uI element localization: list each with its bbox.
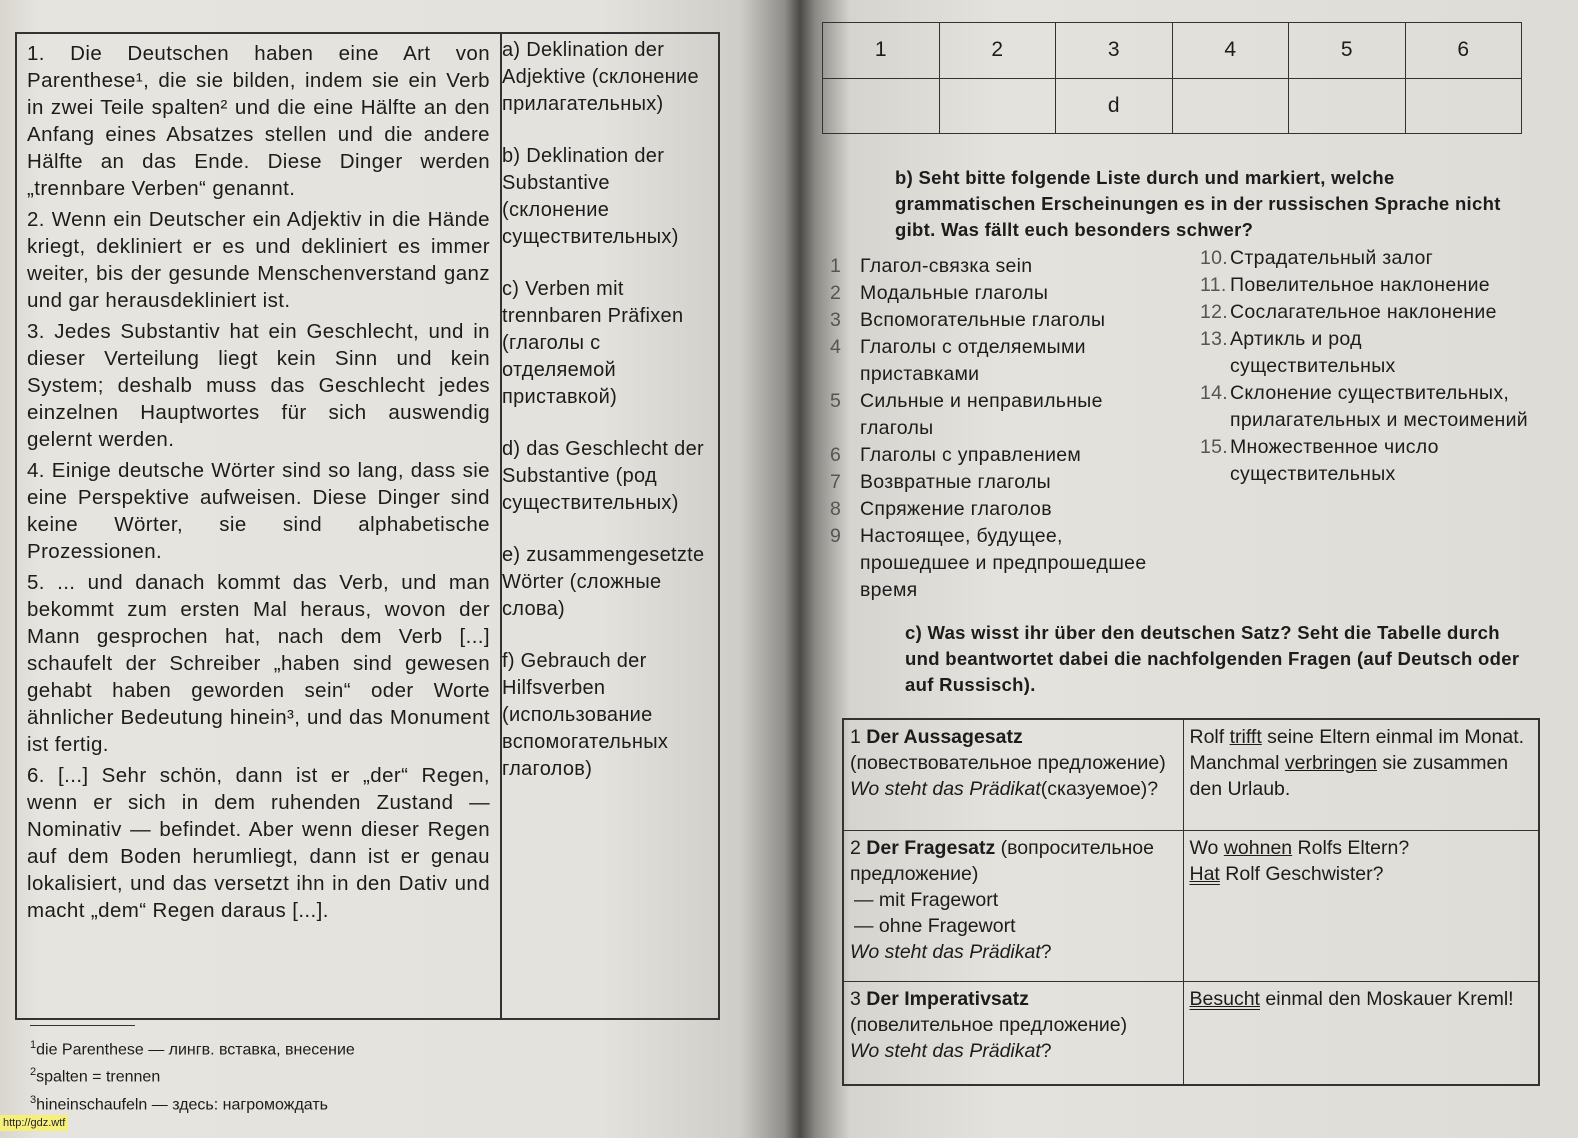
- subtype: — ohne Fragewort: [854, 914, 1016, 937]
- item-text: Вспомогательные глаголы: [860, 309, 1106, 331]
- passage: 6. [...] Sehr schön, dann ist er „der“ Regen, wenn er sich in dem ruhenden Zustand — Nominativ — befindet. Aber wenn dieser Regen auf dem Boden herumliegt, dann ist er genau lokalisiert, und das versetzt ihn in den Dativ und macht „dem“ Regen daraus [...].: [27, 764, 490, 922]
- item-number: 12.: [1200, 301, 1229, 323]
- item-number: 11.: [1200, 274, 1227, 296]
- topics-column: [502, 34, 718, 1018]
- answer-cell: [1405, 78, 1522, 134]
- list-item: [830, 388, 1170, 442]
- list-item: [830, 307, 1170, 334]
- sentence-type-cell: [843, 830, 1183, 982]
- passage: 1. Die Deutschen haben eine Art von Parenthese¹, die sie bilden, indem sie ein Verb in zwei Teile spalten² und die eine Hälfte an den Anfang eines Absatzes stellen und die andere Hälfte an das Ende. Diese Dinger werden „trennbare Verben“ genannt.: [27, 42, 490, 200]
- item-number: 9: [830, 525, 842, 547]
- item-number: 6: [830, 444, 842, 466]
- topic: f) Gebrauch der Hilfsverben (использование вспомогательных глаголов): [502, 650, 669, 780]
- column-number: 6: [1405, 23, 1522, 79]
- topic: a) Deklination der Adjektive (склонение прилагательных): [502, 39, 699, 115]
- item-number: 13.: [1200, 328, 1229, 350]
- list-item: [830, 280, 1170, 307]
- sentence-type-cell: [843, 719, 1183, 830]
- example-cell: [1183, 982, 1539, 1085]
- question-end: ?: [1040, 1040, 1052, 1063]
- item-text: Глаголы с отделяемыми приставками: [860, 336, 1086, 385]
- list-item: [1200, 272, 1530, 299]
- example-cell: [1183, 830, 1539, 982]
- footnote-divider: [30, 1025, 135, 1026]
- question-text: Wo steht das Prädikat: [850, 778, 1041, 800]
- column-number: 4: [1172, 23, 1289, 79]
- task-b-heading: b) Seht bitte folgende Liste durch und markiert, welche grammatischen Erscheinungen es in der russischen Sprache nicht gibt. Was fällt euch besonders schwer?: [895, 167, 1501, 240]
- question-end: ?: [1040, 940, 1052, 963]
- footnote: $^1$die Parenthese — лингв. вставка, внесение: [30, 1039, 355, 1059]
- answer-cell: [1172, 78, 1289, 134]
- example-segment: Manchmal: [1189, 752, 1285, 774]
- item-text: Возвратные глаголы: [860, 471, 1051, 493]
- item-text: Артикль и род существительных: [1230, 328, 1396, 377]
- passage: 5. ... und danach kommt das Verb, und man bekommt zum ersten Mal heraus, wovon der Mann gesprochen hat, nach dem Verb [...] schaufelt der Schreiber „haben sind gewesen gehabt haben geworden sein“ oder Worte ähnlicher Bedeutung hinein³, und das Monument ist fertig.: [27, 571, 490, 756]
- list-item: [830, 469, 1170, 496]
- list-item: [1200, 245, 1530, 272]
- column-number: 5: [1289, 23, 1406, 79]
- topic: b) Deklination der Substantive (склонение существительных): [502, 145, 679, 248]
- type-number: 3: [850, 988, 861, 1011]
- item-text: Повелительное наклонение: [1230, 274, 1490, 296]
- item-number: 4: [830, 336, 842, 358]
- answer-cell: [1289, 78, 1406, 134]
- list-item: [830, 523, 1170, 604]
- item-text: Склонение существительных, прилагательных и местоимений: [1230, 382, 1528, 431]
- grammar-list-left: [830, 253, 1170, 604]
- example-cell: [1183, 719, 1539, 830]
- item-number: 3: [830, 309, 842, 331]
- example-segment: verbringen: [1284, 752, 1378, 774]
- column-number: 1: [823, 23, 940, 79]
- table-row: [843, 830, 1539, 982]
- example-segment: sie zusammen den Urlaub.: [1189, 752, 1509, 800]
- example-sentence: [1190, 986, 1533, 1012]
- item-number: 7: [830, 471, 842, 493]
- item-number: 15.: [1200, 436, 1229, 458]
- topic: c) Verben mit trennbaren Präfixen (глаголы с отделяемой приставкой): [502, 278, 684, 408]
- item-number: 2: [830, 282, 842, 304]
- item-text: Глаголы с управлением: [860, 444, 1082, 466]
- answer-cell: [823, 78, 940, 134]
- example-sentence: [1190, 835, 1533, 861]
- example-segment: wohnen: [1223, 836, 1293, 859]
- item-text: Глагол-связка sein: [860, 255, 1033, 277]
- type-number: 2: [850, 836, 861, 859]
- item-number: 5: [830, 390, 842, 412]
- example-segment: trifft: [1229, 726, 1262, 748]
- footnote: $^2$spalten = trennen: [30, 1066, 161, 1086]
- footnote: $^3$hineinschaufeln — здесь: нагромождать: [30, 1093, 328, 1113]
- type-russian: (повелительное предложение): [850, 1014, 1128, 1037]
- item-text: Настоящее, будущее, прошедшее и предпрошедшее время: [860, 525, 1147, 601]
- answer-cell: d: [1056, 78, 1173, 134]
- list-item: [830, 253, 1170, 280]
- table-row: [823, 23, 1522, 79]
- footnotes: [30, 1025, 355, 1116]
- sentence-type-cell: [843, 982, 1183, 1085]
- list-item: [830, 496, 1170, 523]
- example-sentence: [1190, 750, 1533, 802]
- item-text: Сослагательное наклонение: [1230, 301, 1497, 323]
- list-item: [1200, 326, 1530, 380]
- table-row: [823, 78, 1522, 134]
- type-russian: (вопросительное предложение): [850, 836, 1154, 885]
- example-sentence: [1190, 861, 1533, 887]
- example-segment: Rolf Geschwister?: [1219, 862, 1384, 885]
- example-segment: Wo: [1189, 836, 1224, 859]
- item-text: Страдательный залог: [1230, 247, 1434, 269]
- table-row: [843, 982, 1539, 1085]
- example-segment: Besucht: [1189, 988, 1260, 1011]
- passages-column: [17, 34, 502, 1018]
- type-name: Der Fragesatz: [866, 836, 996, 859]
- item-text: Множественное число существительных: [1230, 436, 1439, 485]
- answer-table: [822, 22, 1522, 134]
- type-name: Der Imperativsatz: [866, 988, 1029, 1011]
- table-row: [843, 719, 1539, 830]
- question: [850, 939, 1177, 965]
- passage: 3. Jedes Substantiv hat ein Geschlecht, und in dieser Verteilung liegt kein Sinn und kein System; deshalb muss das Geschlecht jedes einzelnen Hauptwortes für sich auswendig gelernt werden.: [27, 320, 490, 451]
- item-text: Модальные глаголы: [860, 282, 1049, 304]
- list-item: [1200, 299, 1530, 326]
- list-item: [1200, 434, 1530, 488]
- sentence-types-table: [842, 718, 1540, 1086]
- topic: e) zusammengesetzte Wörter (сложные слова): [502, 544, 705, 620]
- example-segment: Rolf: [1189, 726, 1230, 748]
- passage: 4. Einige deutsche Wörter sind so lang, dass sie eine Perspektive aufweisen. Diese Dinger sind keine Wörter, sie sind alphabetische Prozessionen.: [27, 459, 490, 563]
- answer-cell: [939, 78, 1056, 134]
- type-name: Der Aussagesatz: [866, 726, 1023, 748]
- watermark-link[interactable]: http://gdz.wtf: [0, 1115, 68, 1131]
- example-sentence: [1190, 724, 1533, 750]
- type-title: [850, 724, 1177, 776]
- question-end: (сказуемое)?: [1040, 778, 1159, 800]
- item-number: 14.: [1200, 382, 1229, 404]
- item-text: Спряжение глаголов: [860, 498, 1052, 520]
- example-segment: seine Eltern einmal im Monat.: [1261, 726, 1525, 748]
- question: [850, 1038, 1177, 1064]
- grammar-list-right: [1200, 245, 1530, 488]
- example-segment: Rolfs Eltern?: [1292, 836, 1410, 859]
- example-segment: Hat: [1189, 862, 1220, 885]
- example-segment: einmal den Moskauer Kreml!: [1259, 988, 1514, 1011]
- item-text: Сильные и неправильные глаголы: [860, 390, 1103, 439]
- list-item: [830, 334, 1170, 388]
- type-number: 1: [850, 726, 861, 748]
- subtype: — mit Fragewort: [854, 888, 999, 911]
- topic: d) das Geschlecht der Substantive (род существительных): [502, 438, 704, 514]
- type-russian: (повествовательное предложение): [850, 752, 1166, 774]
- column-number: 3: [1056, 23, 1173, 79]
- question: [850, 776, 1177, 802]
- type-title: [850, 986, 1177, 1038]
- list-item: [830, 442, 1170, 469]
- type-title: [850, 835, 1177, 887]
- item-number: 8: [830, 498, 842, 520]
- item-number: 1: [830, 255, 842, 277]
- passage: 2. Wenn ein Deutscher ein Adjektiv in die Hände kriegt, dekliniert er es und dekliniert es immer weiter, bis der gesunde Menschenverstand ganz und gar herausdekliniert ist.: [27, 208, 490, 312]
- text-matching-table: [15, 32, 720, 1020]
- list-item: [1200, 380, 1530, 434]
- item-number: 10.: [1200, 247, 1229, 269]
- question-text: Wo steht das Prädikat: [850, 940, 1041, 963]
- task-c-heading: c) Was wisst ihr über den deutschen Satz? Seht die Tabelle durch und beantwortet dabei die nachfolgenden Fragen (auf Deutsch oder auf Russisch).: [905, 622, 1520, 695]
- question-text: Wo steht das Prädikat: [850, 1040, 1041, 1063]
- column-number: 2: [939, 23, 1056, 79]
